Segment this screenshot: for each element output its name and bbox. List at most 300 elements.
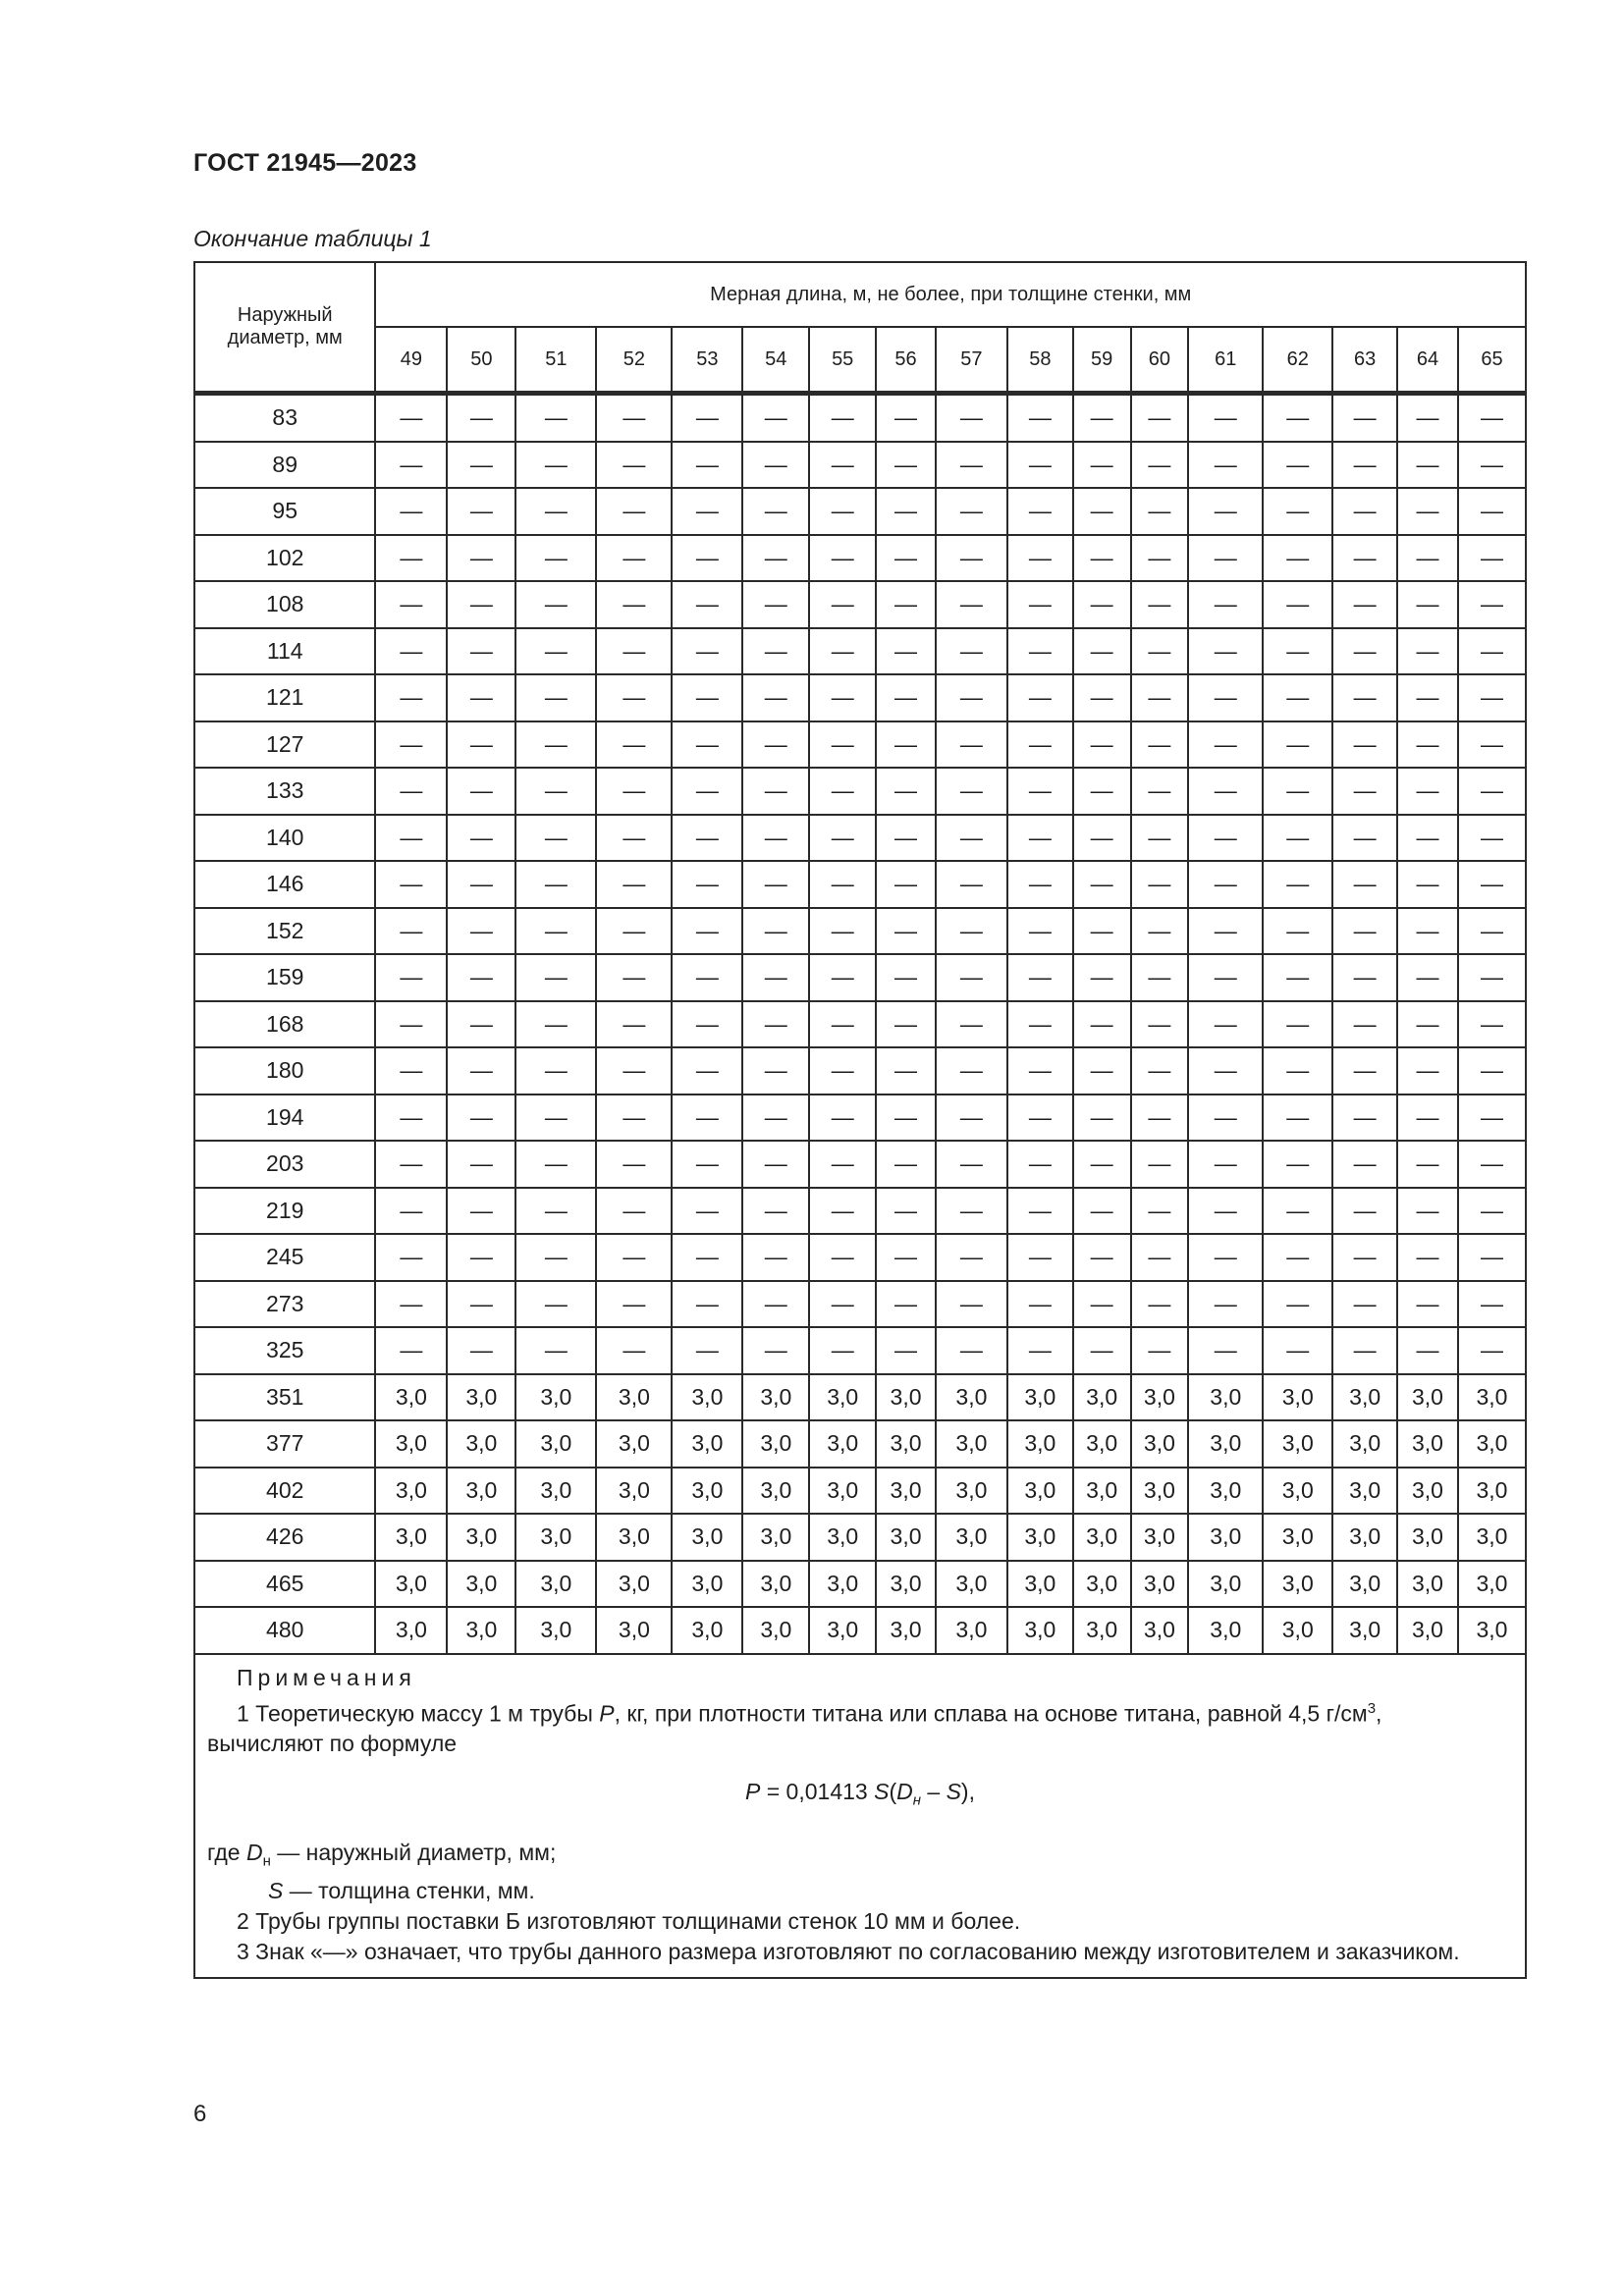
value-cell: — — [1007, 1141, 1073, 1188]
value-cell: — — [809, 674, 876, 721]
value-cell: — — [375, 581, 447, 628]
value-cell: — — [672, 1281, 742, 1328]
value-cell: 3,0 — [1007, 1374, 1073, 1421]
value-cell: — — [742, 1095, 809, 1142]
value-cell: 3,0 — [672, 1607, 742, 1654]
value-cell: — — [1263, 1095, 1332, 1142]
value-cell: — — [1332, 1141, 1397, 1188]
formula-minus: – — [921, 1779, 947, 1805]
column-header: 57 — [936, 327, 1007, 394]
value-cell: — — [515, 861, 596, 908]
diameter-cell: 203 — [194, 1141, 375, 1188]
value-cell: — — [1458, 674, 1526, 721]
value-cell: — — [1007, 1001, 1073, 1048]
value-cell: 3,0 — [809, 1607, 876, 1654]
value-cell: — — [1263, 1141, 1332, 1188]
table-row — [194, 628, 1526, 675]
diameter-cell: 351 — [194, 1374, 375, 1421]
value-cell: 3,0 — [1397, 1514, 1458, 1561]
table-row — [194, 815, 1526, 862]
value-cell: — — [742, 1234, 809, 1281]
value-cell: — — [1458, 768, 1526, 815]
table-row — [194, 535, 1526, 582]
value-cell: 3,0 — [809, 1374, 876, 1421]
value-cell: — — [1263, 815, 1332, 862]
value-cell: — — [742, 1188, 809, 1235]
value-cell: — — [447, 861, 515, 908]
value-cell: 3,0 — [1073, 1514, 1131, 1561]
value-cell: — — [1458, 442, 1526, 489]
table-row — [194, 1561, 1526, 1608]
value-cell: — — [1458, 1001, 1526, 1048]
table-row — [194, 1095, 1526, 1142]
value-cell: 3,0 — [1131, 1514, 1189, 1561]
note-1-text-a: 1 Теоретическую массу 1 м трубы — [237, 1700, 600, 1727]
value-cell: — — [742, 628, 809, 675]
table-row — [194, 1234, 1526, 1281]
value-cell: — — [1188, 1001, 1263, 1048]
value-cell: 3,0 — [876, 1561, 936, 1608]
value-cell: — — [1397, 954, 1458, 1001]
value-cell: — — [1263, 1327, 1332, 1374]
value-cell: 3,0 — [809, 1420, 876, 1468]
value-cell: 3,0 — [672, 1468, 742, 1515]
value-cell: — — [1332, 1281, 1397, 1328]
value-cell: — — [1007, 768, 1073, 815]
value-cell: 3,0 — [742, 1607, 809, 1654]
value-cell: — — [1073, 488, 1131, 535]
table-row — [194, 1514, 1526, 1561]
value-cell: — — [515, 394, 596, 442]
value-cell: — — [1007, 954, 1073, 1001]
value-cell: — — [596, 1234, 672, 1281]
value-cell: — — [1188, 768, 1263, 815]
diameter-cell: 465 — [194, 1561, 375, 1608]
value-cell: — — [936, 1001, 1007, 1048]
value-cell: — — [596, 674, 672, 721]
value-cell: — — [1458, 1047, 1526, 1095]
value-cell: — — [1188, 535, 1263, 582]
value-cell: — — [375, 1095, 447, 1142]
value-cell: — — [936, 1141, 1007, 1188]
value-cell: 3,0 — [447, 1514, 515, 1561]
value-cell: — — [1188, 1047, 1263, 1095]
value-cell: 3,0 — [1397, 1607, 1458, 1654]
table-row — [194, 861, 1526, 908]
column-headers — [194, 327, 1526, 394]
value-cell: 3,0 — [1458, 1607, 1526, 1654]
value-cell: — — [375, 861, 447, 908]
value-cell: 3,0 — [1397, 1374, 1458, 1421]
value-cell: — — [936, 1327, 1007, 1374]
value-cell: — — [447, 1188, 515, 1235]
value-cell: — — [1188, 721, 1263, 769]
value-cell: — — [1263, 628, 1332, 675]
value-cell: — — [1131, 954, 1189, 1001]
value-cell: 3,0 — [596, 1374, 672, 1421]
value-cell: — — [375, 1327, 447, 1374]
table-row — [194, 768, 1526, 815]
formula-sub: н — [912, 1791, 921, 1809]
value-cell: — — [936, 815, 1007, 862]
value-cell: — — [596, 535, 672, 582]
value-cell: — — [1073, 535, 1131, 582]
value-cell: — — [515, 1327, 596, 1374]
value-cell: — — [1332, 1047, 1397, 1095]
diameter-cell: 140 — [194, 815, 375, 862]
value-cell: — — [742, 488, 809, 535]
diameter-cell: 194 — [194, 1095, 375, 1142]
value-cell: — — [1397, 442, 1458, 489]
value-cell: — — [1397, 1095, 1458, 1142]
value-cell: — — [1007, 488, 1073, 535]
value-cell: — — [809, 1001, 876, 1048]
value-cell: — — [1263, 442, 1332, 489]
value-cell: — — [447, 768, 515, 815]
table-caption: Окончание таблицы 1 — [193, 226, 432, 251]
value-cell: 3,0 — [515, 1374, 596, 1421]
value-cell: — — [596, 1141, 672, 1188]
value-cell: — — [1332, 768, 1397, 815]
value-cell: — — [1458, 954, 1526, 1001]
value-cell: — — [1073, 442, 1131, 489]
value-cell: — — [1007, 581, 1073, 628]
value-cell: 3,0 — [936, 1468, 1007, 1515]
value-cell: — — [672, 1327, 742, 1374]
value-cell: — — [1131, 908, 1189, 955]
value-cell: — — [936, 1047, 1007, 1095]
note-3: 3 Знак «—» означает, что трубы данного размера изготовляют по согласованию между изготовителем и заказчиком. — [237, 1939, 1460, 1965]
value-cell: — — [1131, 394, 1189, 442]
value-cell: — — [672, 628, 742, 675]
value-cell: — — [596, 488, 672, 535]
value-cell: — — [1458, 1281, 1526, 1328]
value-cell: — — [515, 1234, 596, 1281]
value-cell: 3,0 — [1332, 1374, 1397, 1421]
value-cell: — — [876, 721, 936, 769]
value-cell: — — [809, 1188, 876, 1235]
value-cell: — — [1188, 628, 1263, 675]
value-cell: 3,0 — [742, 1374, 809, 1421]
value-cell: — — [1188, 581, 1263, 628]
value-cell: — — [1073, 1188, 1131, 1235]
diameter-cell: 146 — [194, 861, 375, 908]
table-row — [194, 954, 1526, 1001]
value-cell: 3,0 — [1263, 1374, 1332, 1421]
value-cell: — — [936, 1281, 1007, 1328]
value-cell: 3,0 — [1188, 1514, 1263, 1561]
value-cell: — — [876, 488, 936, 535]
column-header: 58 — [1007, 327, 1073, 394]
value-cell: 3,0 — [515, 1607, 596, 1654]
diameter-cell: 114 — [194, 628, 375, 675]
value-cell: — — [1007, 442, 1073, 489]
value-cell: — — [1188, 1234, 1263, 1281]
diameter-cell: 480 — [194, 1607, 375, 1654]
diameter-cell: 159 — [194, 954, 375, 1001]
value-cell: — — [515, 488, 596, 535]
value-cell: — — [1263, 721, 1332, 769]
diameter-cell: 325 — [194, 1327, 375, 1374]
value-cell: — — [515, 768, 596, 815]
value-cell: — — [1131, 442, 1189, 489]
value-cell: 3,0 — [1458, 1468, 1526, 1515]
formula-p: P — [745, 1779, 761, 1805]
value-cell: — — [1263, 394, 1332, 442]
note-1-sup: 3 — [1367, 1699, 1377, 1717]
diameter-cell: 152 — [194, 908, 375, 955]
value-cell: — — [742, 581, 809, 628]
diameter-cell: 168 — [194, 1001, 375, 1048]
note-1-cont: вычисляют по формуле — [207, 1731, 458, 1757]
value-cell: — — [375, 815, 447, 862]
value-cell: — — [596, 1095, 672, 1142]
value-cell: — — [672, 581, 742, 628]
column-header: 65 — [1458, 327, 1526, 394]
value-cell: — — [672, 1001, 742, 1048]
value-cell: — — [515, 1047, 596, 1095]
value-cell: — — [1263, 1188, 1332, 1235]
value-cell: — — [1458, 721, 1526, 769]
table-row — [194, 1141, 1526, 1188]
value-cell: — — [672, 1234, 742, 1281]
value-cell: — — [1397, 674, 1458, 721]
value-cell: — — [1263, 908, 1332, 955]
table-row — [194, 674, 1526, 721]
value-cell: — — [375, 1188, 447, 1235]
value-cell: 3,0 — [876, 1607, 936, 1654]
value-cell: — — [1458, 908, 1526, 955]
value-cell: — — [1263, 1001, 1332, 1048]
value-cell: — — [1263, 1234, 1332, 1281]
value-cell: 3,0 — [447, 1607, 515, 1654]
value-cell: — — [515, 535, 596, 582]
value-cell: 3,0 — [876, 1514, 936, 1561]
value-cell: — — [1397, 535, 1458, 582]
value-cell: — — [1332, 394, 1397, 442]
value-cell: — — [876, 1141, 936, 1188]
value-cell: — — [375, 768, 447, 815]
value-cell: — — [596, 954, 672, 1001]
value-cell: 3,0 — [596, 1514, 672, 1561]
value-cell: — — [876, 674, 936, 721]
value-cell: 3,0 — [936, 1374, 1007, 1421]
value-cell: — — [447, 1095, 515, 1142]
value-cell: 3,0 — [672, 1374, 742, 1421]
diameter-cell: 377 — [194, 1420, 375, 1468]
value-cell: 3,0 — [596, 1607, 672, 1654]
value-cell: — — [1131, 815, 1189, 862]
value-cell: — — [515, 721, 596, 769]
value-cell: — — [1131, 535, 1189, 582]
value-cell: — — [1007, 1281, 1073, 1328]
value-cell: — — [1007, 908, 1073, 955]
value-cell: — — [1007, 815, 1073, 862]
value-cell: — — [672, 861, 742, 908]
value-cell: — — [1332, 1234, 1397, 1281]
value-cell: — — [596, 394, 672, 442]
value-cell: — — [596, 908, 672, 955]
value-cell: — — [1073, 861, 1131, 908]
table-row — [194, 581, 1526, 628]
value-cell: — — [1332, 861, 1397, 908]
formula-s2: S — [946, 1779, 961, 1805]
value-cell: 3,0 — [1007, 1514, 1073, 1561]
value-cell: — — [1073, 721, 1131, 769]
value-cell: — — [1073, 394, 1131, 442]
value-cell: — — [447, 954, 515, 1001]
value-cell: — — [1397, 488, 1458, 535]
value-cell: — — [447, 674, 515, 721]
value-cell: — — [447, 581, 515, 628]
value-cell: — — [876, 954, 936, 1001]
value-cell: 3,0 — [1458, 1420, 1526, 1468]
value-cell: — — [936, 628, 1007, 675]
value-cell: — — [1188, 1095, 1263, 1142]
value-cell: — — [809, 394, 876, 442]
value-cell: 3,0 — [1131, 1561, 1189, 1608]
group-header-length: Мерная длина, м, не более, при толщине стенки, мм — [375, 262, 1526, 327]
value-cell: — — [1073, 768, 1131, 815]
column-header: 59 — [1073, 327, 1131, 394]
value-cell: 3,0 — [672, 1420, 742, 1468]
value-cell: — — [1188, 442, 1263, 489]
value-cell: — — [876, 535, 936, 582]
table-row — [194, 1047, 1526, 1095]
value-cell: — — [809, 1281, 876, 1328]
table-row — [194, 1188, 1526, 1235]
value-cell: — — [447, 394, 515, 442]
value-cell: — — [596, 1188, 672, 1235]
value-cell: 3,0 — [876, 1468, 936, 1515]
value-cell: — — [936, 1234, 1007, 1281]
value-cell: — — [1007, 394, 1073, 442]
value-cell: — — [1397, 581, 1458, 628]
where-a: где — [207, 1839, 246, 1865]
value-cell: — — [1332, 442, 1397, 489]
note-2: 2 Трубы группы поставки Б изготовляют толщинами стенок 10 мм и более. — [237, 1908, 1021, 1935]
value-cell: — — [375, 721, 447, 769]
value-cell: — — [1073, 1047, 1131, 1095]
value-cell: — — [809, 768, 876, 815]
value-cell: 3,0 — [1131, 1374, 1189, 1421]
diameter-cell: 245 — [194, 1234, 375, 1281]
value-cell: — — [936, 721, 1007, 769]
value-cell: 3,0 — [1458, 1374, 1526, 1421]
diameter-cell: 89 — [194, 442, 375, 489]
value-cell: — — [1458, 1327, 1526, 1374]
value-cell: 3,0 — [1007, 1420, 1073, 1468]
value-cell: 3,0 — [876, 1374, 936, 1421]
table-row — [194, 1281, 1526, 1328]
value-cell: — — [1332, 581, 1397, 628]
value-cell: — — [936, 674, 1007, 721]
value-cell: — — [876, 1281, 936, 1328]
value-cell: — — [1332, 1095, 1397, 1142]
value-cell: 3,0 — [1263, 1607, 1332, 1654]
value-cell: — — [596, 768, 672, 815]
value-cell: — — [596, 1281, 672, 1328]
value-cell: 3,0 — [1332, 1420, 1397, 1468]
value-cell: 3,0 — [447, 1561, 515, 1608]
value-cell: — — [1397, 1188, 1458, 1235]
value-cell: — — [1007, 1095, 1073, 1142]
value-cell: 3,0 — [1332, 1607, 1397, 1654]
value-cell: 3,0 — [515, 1468, 596, 1515]
value-cell: — — [1131, 1188, 1189, 1235]
value-cell: — — [1263, 1047, 1332, 1095]
value-cell: — — [1263, 768, 1332, 815]
value-cell: — — [742, 674, 809, 721]
value-cell: 3,0 — [1332, 1514, 1397, 1561]
value-cell: — — [1073, 1141, 1131, 1188]
value-cell: — — [596, 628, 672, 675]
value-cell: 3,0 — [1332, 1561, 1397, 1608]
value-cell: — — [515, 442, 596, 489]
value-cell: 3,0 — [1458, 1561, 1526, 1608]
value-cell: — — [1458, 1141, 1526, 1188]
value-cell: — — [1131, 488, 1189, 535]
value-cell: — — [809, 535, 876, 582]
value-cell: — — [876, 1188, 936, 1235]
value-cell: — — [809, 1047, 876, 1095]
value-cell: — — [515, 628, 596, 675]
value-cell: — — [1332, 954, 1397, 1001]
value-cell: — — [515, 1141, 596, 1188]
value-cell: — — [672, 721, 742, 769]
value-cell: 3,0 — [1263, 1561, 1332, 1608]
value-cell: — — [742, 1141, 809, 1188]
value-cell: — — [1458, 861, 1526, 908]
value-cell: — — [672, 768, 742, 815]
page-number: 6 — [193, 2101, 207, 2127]
value-cell: — — [876, 861, 936, 908]
value-cell: — — [1397, 1047, 1458, 1095]
value-cell: — — [809, 861, 876, 908]
value-cell: — — [1007, 861, 1073, 908]
value-cell: — — [375, 628, 447, 675]
value-cell: 3,0 — [1263, 1420, 1332, 1468]
value-cell: 3,0 — [1458, 1514, 1526, 1561]
table-row — [194, 1420, 1526, 1468]
value-cell: — — [1188, 1327, 1263, 1374]
value-cell: — — [447, 442, 515, 489]
value-cell: — — [1131, 1047, 1189, 1095]
value-cell: — — [1188, 1141, 1263, 1188]
value-cell: — — [1131, 1281, 1189, 1328]
value-cell: — — [375, 394, 447, 442]
value-cell: — — [1073, 954, 1131, 1001]
value-cell: — — [375, 1281, 447, 1328]
value-cell: — — [1073, 815, 1131, 862]
column-header: 50 — [447, 327, 515, 394]
value-cell: — — [515, 1095, 596, 1142]
value-cell: — — [447, 815, 515, 862]
column-header: 51 — [515, 327, 596, 394]
value-cell: — — [375, 535, 447, 582]
value-cell: 3,0 — [1073, 1420, 1131, 1468]
value-cell: — — [447, 1141, 515, 1188]
value-cell: — — [936, 861, 1007, 908]
value-cell: — — [447, 1001, 515, 1048]
value-cell: — — [1397, 861, 1458, 908]
value-cell: — — [672, 1047, 742, 1095]
value-cell: — — [1332, 908, 1397, 955]
diameter-cell: 133 — [194, 768, 375, 815]
value-cell: 3,0 — [1007, 1561, 1073, 1608]
table-row — [194, 394, 1526, 442]
formula-close: ), — [960, 1779, 975, 1805]
